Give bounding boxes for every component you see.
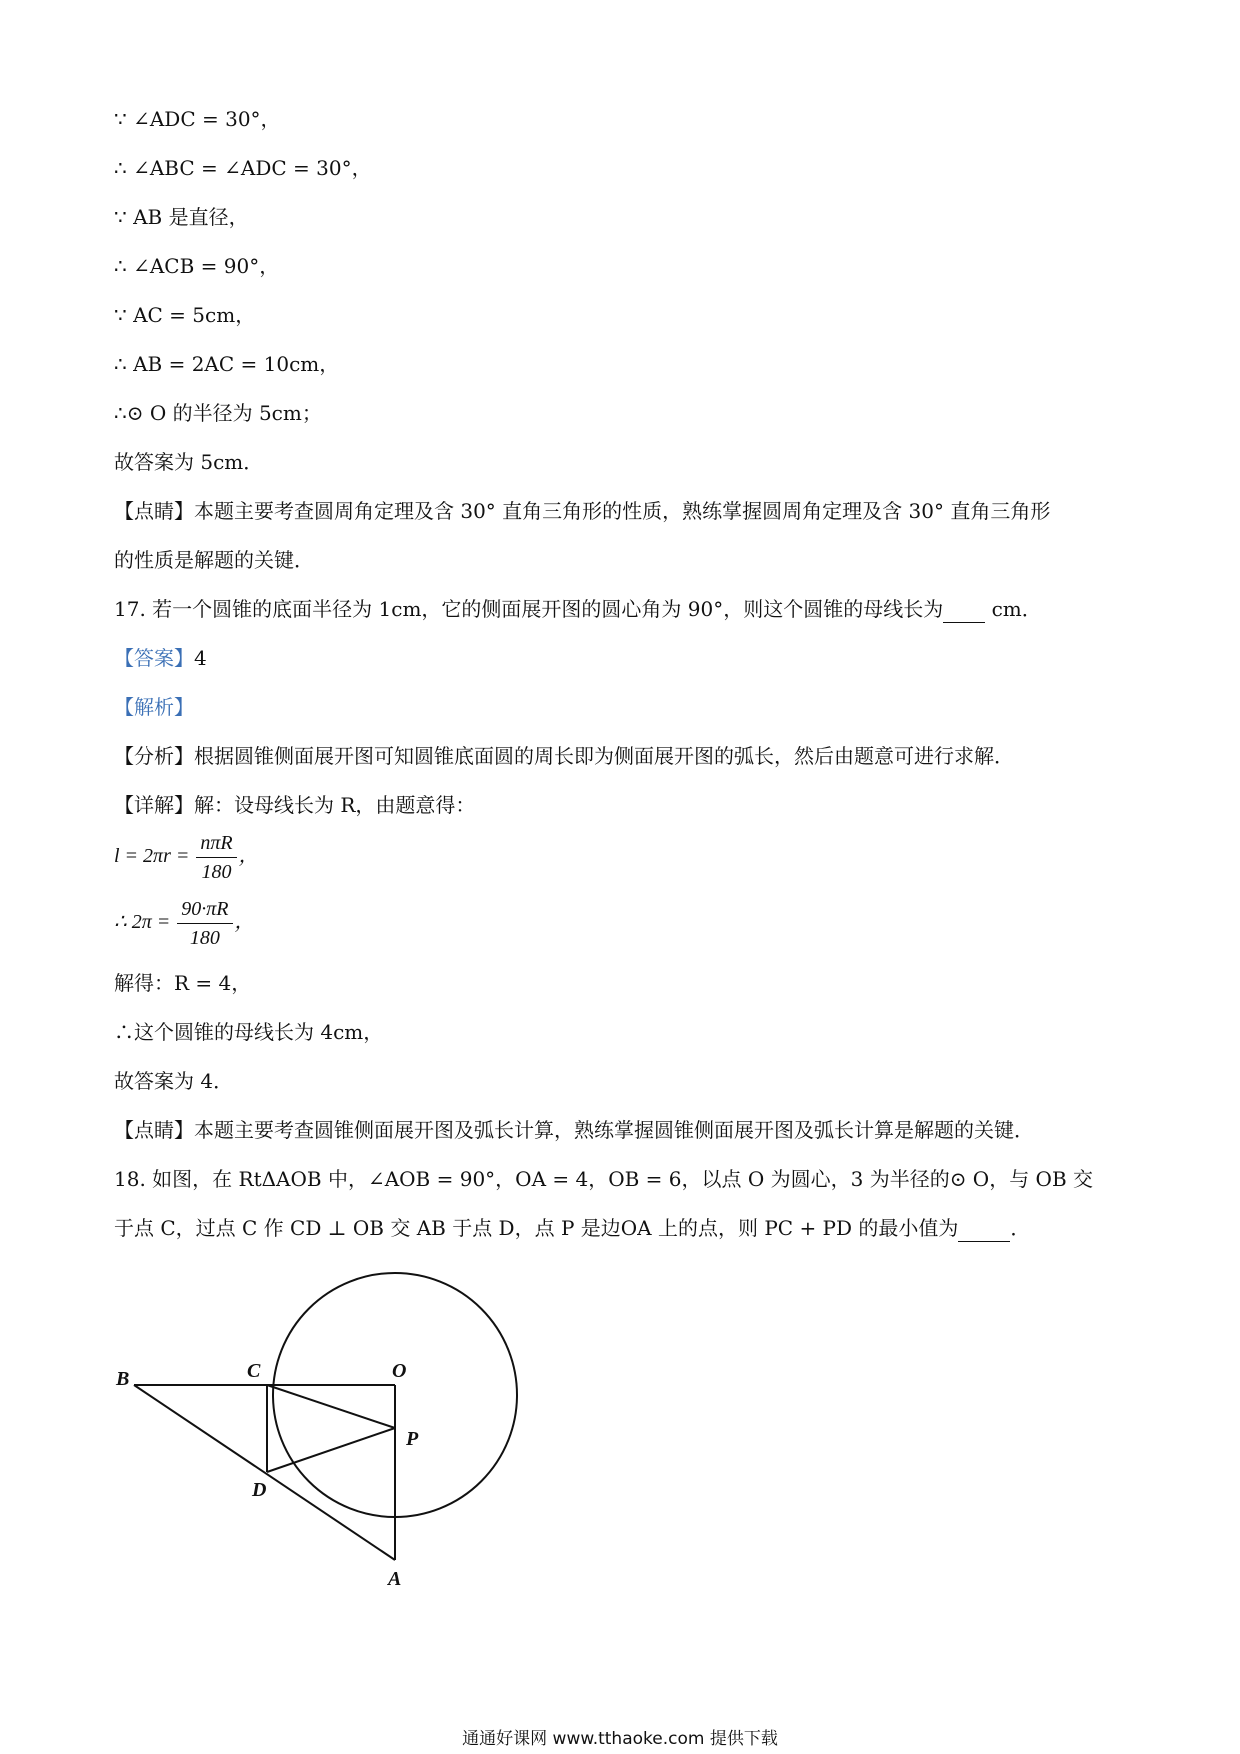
eq1-denominator: 180 (201, 860, 232, 883)
q17-equation-2 (114, 892, 255, 952)
q18-line2-end: ． (1010, 1216, 1031, 1240)
label-d: D (252, 1479, 267, 1501)
line-7: ∴⊙ O 的半径为 5cm； (114, 401, 322, 425)
geometry-figure (110, 1255, 530, 1600)
line-4: ∴ ∠ACB = 90°， (114, 254, 280, 278)
eq2-tail: ， (234, 911, 255, 933)
label-o: O (392, 1360, 407, 1382)
label-a: A (388, 1568, 402, 1590)
answer-value: 4 (194, 646, 207, 670)
eq1-tail: ， (238, 845, 259, 867)
answer-label: 【答案】 (114, 646, 194, 670)
eq2-numerator: 90·πR (177, 895, 232, 924)
q17-question-text: 17. 若一个圆锥的底面半径为 1cm，它的侧面展开图的圆心角为 90°，则这个圆锥的母线长为 (114, 597, 944, 621)
line-8: 故答案为 5cm． (114, 450, 264, 474)
q18-line1: 18. 如图，在 RtΔAOB 中，∠AOB = 90°，OA = 4，OB = 6，以点 O 为圆心，3 为半径的⊙ O，与 OB 交 (114, 1167, 1094, 1191)
q17-final: 故答案为 4． (114, 1069, 234, 1093)
label-p: P (406, 1428, 419, 1450)
dianjing-16-line2: 的性质是解题的关键． (114, 548, 314, 572)
q17-answer (114, 645, 207, 671)
label-c: C (247, 1360, 261, 1382)
q18-line2 (114, 1215, 1030, 1242)
footer: 通通好课网 www.tthaoke.com 提供下载 (462, 1729, 778, 1749)
line-5: ∵ AC = 5cm， (114, 303, 256, 327)
eq1-fraction (196, 829, 236, 886)
eq2-fraction (177, 895, 232, 952)
segment-ba (134, 1385, 395, 1560)
eq2-denominator: 180 (189, 926, 220, 949)
line-2: ∴ ∠ABC = ∠ADC = 30°， (114, 156, 372, 180)
q18-line2-text: 于点 C，过点 C 作 CD ⊥ OB 交 AB 于点 D，点 P 是边OA 上的点，则 PC + PD 的最小值为 (114, 1216, 959, 1240)
q17-solve: 解得：R = 4， (114, 971, 252, 995)
q17-xiangjie: 【详解】解：设母线长为 R，由题意得： (114, 793, 476, 817)
line-3: ∵ AB 是直径， (114, 205, 249, 229)
q17-fenxi: 【分析】根据圆锥侧面展开图可知圆锥底面圆的周长即为侧面展开图的弧长，然后由题意可进行求解． (114, 744, 1014, 768)
q17-question-unit: cm． (985, 597, 1042, 621)
line-6: ∴ AB = 2AC = 10cm， (114, 352, 340, 376)
eq1-left: l = 2πr = (114, 845, 190, 867)
q17-equation-1 (114, 826, 259, 886)
q17-conclusion: ∴这个圆锥的母线长为 4cm， (114, 1020, 384, 1044)
eq1-numerator: nπR (196, 829, 236, 858)
label-b: B (116, 1368, 130, 1390)
q17-dianjing: 【点睛】本题主要考查圆锥侧面展开图及弧长计算，熟练掌握圆锥侧面展开图及弧长计算是解题的关键． (114, 1118, 1034, 1142)
q17-question (114, 596, 1042, 623)
eq2-left: ∴ 2π = (114, 911, 171, 933)
q17-blank (943, 596, 985, 623)
segment-cp (267, 1385, 395, 1428)
line-1: ∵ ∠ADC = 30°， (114, 107, 281, 131)
dianjing-16-line1: 【点睛】本题主要考查圆周角定理及含 30° 直角三角形的性质，熟练掌握圆周角定理及含 30° 直角三角形 (114, 499, 1051, 523)
q17-analysis-label: 【解析】 (114, 695, 194, 719)
q18-blank (958, 1215, 1010, 1242)
